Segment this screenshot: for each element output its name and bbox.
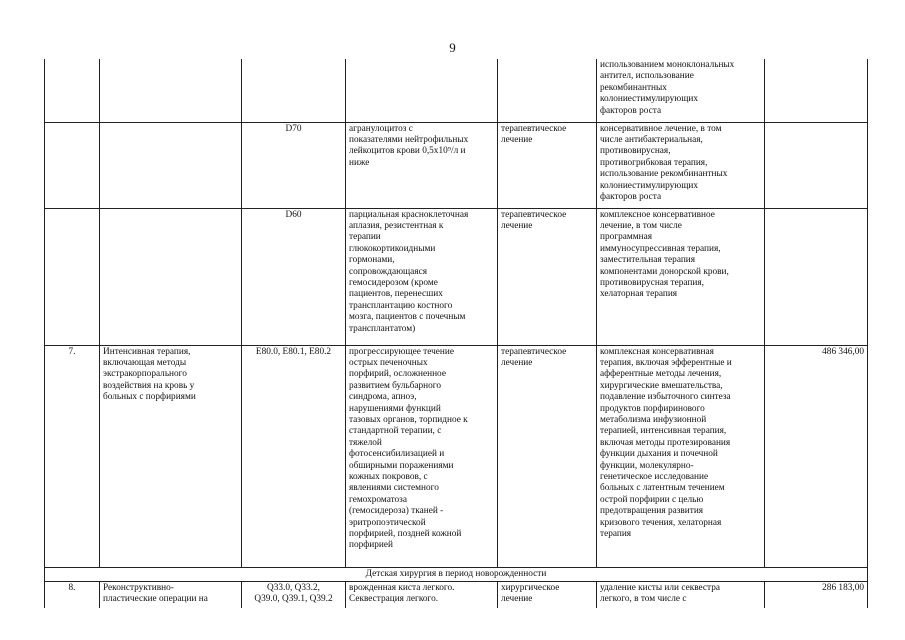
patient-model-cell: прогрессирующее течение острых печеночных порфирий, осложненное развитием бульбарного синдрома, апноэ, нарушениями функций тазовых органов, торпидное к стандартной терапии, с тяжелой фотосенсибилизацией и обширными поражениями кожных покровов, с явлениями системного гемохроматоза (гемосидероза) тканей - эритропоэтической порфирией, поздней кожной порфирией xyxy=(346,345,498,567)
service-name-cell xyxy=(100,122,242,208)
service-name-cell xyxy=(100,208,242,345)
price-cell: 486 346,00 xyxy=(765,345,868,567)
treatment-type-cell xyxy=(498,59,597,122)
patient-model-cell: парциальная красноклеточная аплазия, резистентная к терапии глюкокортикоидными гормонами, сопровождающаяся гемосидерозом (кроме пациентов, перенесших трансплантацию костного мозга, пациентов с почечным трансплантатом) xyxy=(346,208,498,345)
treatment-type-cell: терапевтическое лечение xyxy=(498,122,597,208)
row-number-cell xyxy=(45,208,100,345)
treatment-type-cell: терапевтическое лечение xyxy=(498,208,597,345)
treatment-method-cell: удаление кисты или секвестра легкого, в том числе с xyxy=(597,581,765,608)
table-row xyxy=(45,208,868,345)
treatment-method-cell: использованием моноклональных антител, использование рекомбинантных колониестимулирующих факторов роста xyxy=(597,59,765,122)
row-number-cell xyxy=(45,59,100,122)
patient-model-cell: врожденная киста легкого. Секвестрация легкого. xyxy=(346,581,498,608)
row-number-cell: 8. xyxy=(45,581,100,608)
service-name-cell xyxy=(100,59,242,122)
icd-code-cell: Q33.0, Q33.2, Q39.0, Q39.1, Q39.2 xyxy=(242,581,346,608)
icd-code-cell xyxy=(242,59,346,122)
price-cell xyxy=(765,208,868,345)
table-row xyxy=(45,345,868,567)
table-row xyxy=(45,581,868,608)
price-cell xyxy=(765,122,868,208)
treatment-method-cell: консервативное лечение, в том числе антибактериальная, противовирусная, противогрибковая терапия, использование рекомбинантных колониестимулирующих факторов роста xyxy=(597,122,765,208)
treatment-method-cell: комплексное консервативное лечение, в том числе программная иммуносупрессивная терапия, заместительная терапия компонентами донорской крови, противовирусная терапия, хелаторная терапия xyxy=(597,208,765,345)
price-cell: 286 183,00 xyxy=(765,581,868,608)
treatment-type-cell: терапевтическое лечение xyxy=(498,345,597,567)
service-name-cell: Интенсивная терапия, включающая методы экстракорпорального воздействия на кровь у больных с порфириями xyxy=(100,345,242,567)
icd-code-cell: E80.0, E80.1, E80.2 xyxy=(242,345,346,567)
table-row xyxy=(45,59,868,122)
treatment-type-cell: хирургическое лечение xyxy=(498,581,597,608)
page-number: 9 xyxy=(449,40,456,55)
icd-code-cell: D70 xyxy=(242,122,346,208)
row-number-cell xyxy=(45,122,100,208)
icd-code-cell: D60 xyxy=(242,208,346,345)
section-heading: Детская хирургия в период новорожденности xyxy=(45,567,868,581)
patient-model-cell xyxy=(346,59,498,122)
service-name-cell: Реконструктивно- пластические операции на xyxy=(100,581,242,608)
price-cell xyxy=(765,59,868,122)
row-number-cell: 7. xyxy=(45,345,100,567)
section-heading-row xyxy=(45,567,868,581)
patient-model-cell: агранулоцитоз с показателями нейтрофильных лейкоцитов крови 0,5x10⁹/л и ниже xyxy=(346,122,498,208)
medical-services-table xyxy=(44,59,868,608)
treatment-method-cell: комплексная консервативная терапия, включая эфферентные и афферентные методы лечения, хирургические вмешательства, подавление избыточного синтеза продуктов порфиринового метаболизма инфузионной терапией, интенсивная терапия, включая методы протезирования функции дыхания и почечной функции, молекулярно- генетическое исследование больных с латентным течением острой порфирии с целью предотвращения развития кризового течения, хелаторная терапия xyxy=(597,345,765,567)
table-row xyxy=(45,122,868,208)
